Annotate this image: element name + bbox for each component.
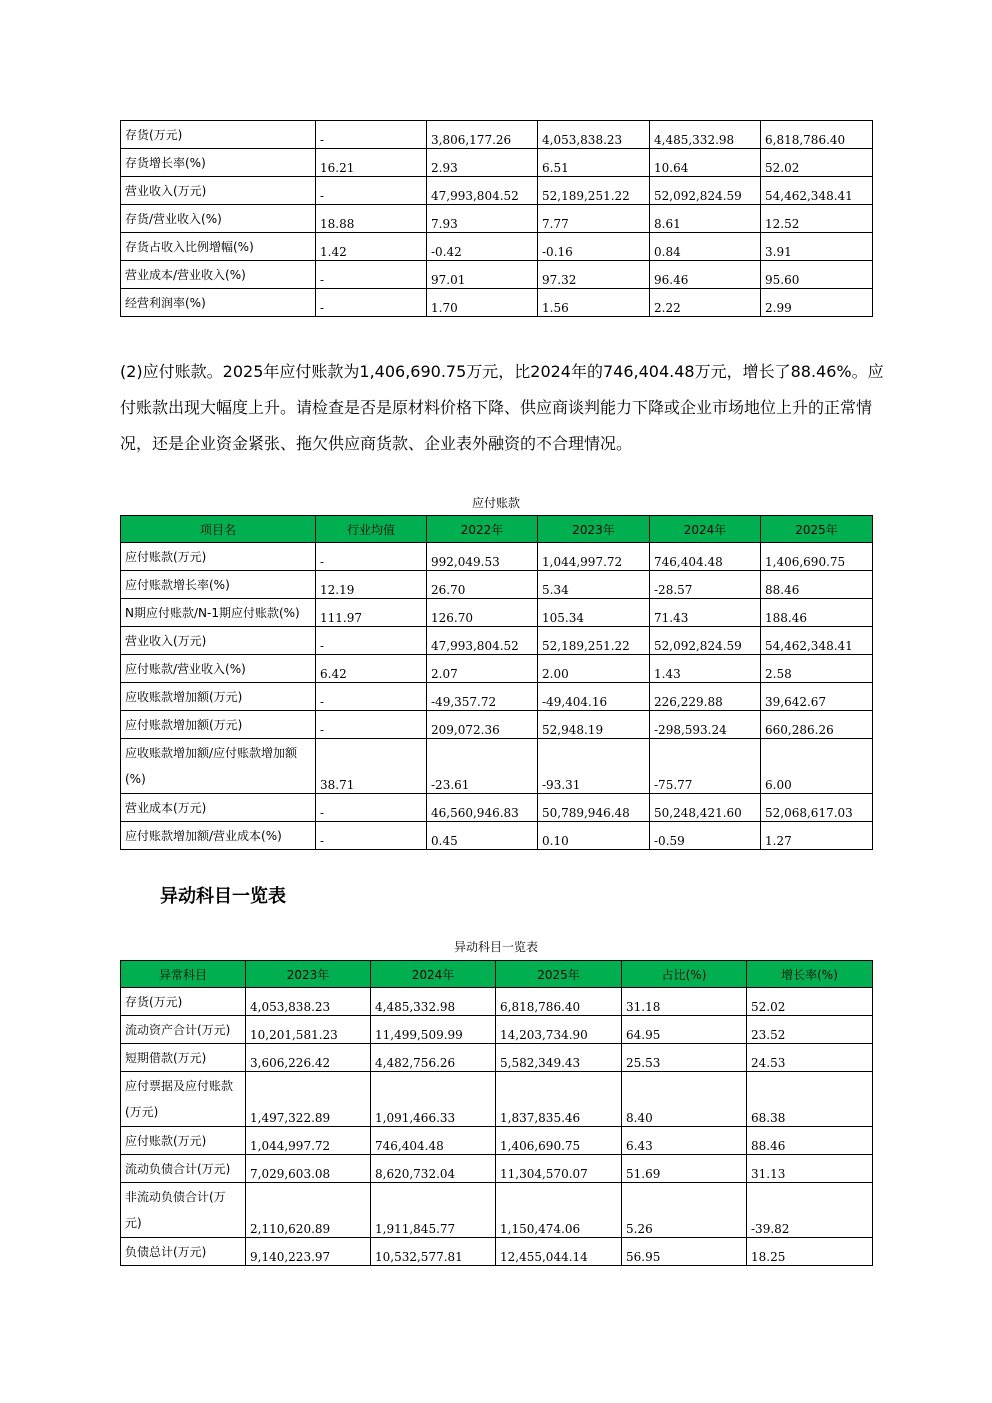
row-label: 非流动负债合计(万元) <box>121 1183 246 1238</box>
table-cell: 25.53 <box>622 1044 747 1072</box>
row-label: 流动负债合计(万元) <box>121 1155 246 1183</box>
table-cell: 12,455,044.14 <box>496 1238 622 1266</box>
table-cell: 6.42 <box>316 655 427 683</box>
row-label: 存货/营业收入(%) <box>121 205 316 233</box>
table-cell: 2.99 <box>761 289 873 317</box>
table-cell: 4,053,838.23 <box>538 121 650 149</box>
row-label: 应付账款(万元) <box>121 1127 246 1155</box>
table-row <box>121 1127 873 1155</box>
row-label: 营业成本/营业收入(%) <box>121 261 316 289</box>
table-row <box>121 121 873 149</box>
table-cell: -0.42 <box>427 233 538 261</box>
row-label: 应收账款增加额(万元) <box>121 683 316 711</box>
table-cell: 746,404.48 <box>650 543 761 571</box>
table-cell: 4,485,332.98 <box>371 988 496 1016</box>
inventory-table <box>120 120 873 317</box>
row-label: 应付账款增加额(万元) <box>121 711 316 739</box>
table-cell: - <box>316 289 427 317</box>
table-cell: 96.46 <box>650 261 761 289</box>
table-row <box>121 794 873 822</box>
table-cell: -0.59 <box>650 822 761 850</box>
table-cell: 1,911,845.77 <box>371 1183 496 1238</box>
table-cell: 746,404.48 <box>371 1127 496 1155</box>
table-cell: 1,091,466.33 <box>371 1072 496 1127</box>
table-cell: 31.18 <box>622 988 747 1016</box>
table-cell: 52.02 <box>761 149 873 177</box>
table-cell: 1.42 <box>316 233 427 261</box>
table-cell: -39.82 <box>747 1183 873 1238</box>
table-cell: - <box>316 711 427 739</box>
table-cell: 1.43 <box>650 655 761 683</box>
table-row <box>121 205 873 233</box>
table-cell: 0.84 <box>650 233 761 261</box>
table-row <box>121 233 873 261</box>
table-cell: 52.02 <box>747 988 873 1016</box>
column-header: 增长率(%) <box>747 961 873 988</box>
table-cell: 52,948.19 <box>538 711 650 739</box>
table-cell: - <box>316 822 427 850</box>
table-cell: 209,072.36 <box>427 711 538 739</box>
table-cell: 992,049.53 <box>427 543 538 571</box>
table-cell: 1,406,690.75 <box>496 1127 622 1155</box>
table-cell: - <box>316 543 427 571</box>
row-label: 存货增长率(%) <box>121 149 316 177</box>
table-cell: 39,642.67 <box>761 683 873 711</box>
table-row <box>121 149 873 177</box>
table-row <box>121 289 873 317</box>
table-cell: 47,993,804.52 <box>427 177 538 205</box>
table-row <box>121 261 873 289</box>
table-cell: 1,150,474.06 <box>496 1183 622 1238</box>
table-cell: 97.01 <box>427 261 538 289</box>
table-cell: 0.45 <box>427 822 538 850</box>
table-cell: -298,593.24 <box>650 711 761 739</box>
table-cell: 56.95 <box>622 1238 747 1266</box>
table-row <box>121 655 873 683</box>
table-cell: 111.97 <box>316 599 427 627</box>
row-label: 负债总计(万元) <box>121 1238 246 1266</box>
table-cell: 26.70 <box>427 571 538 599</box>
column-header: 2024年 <box>371 961 496 988</box>
table-cell: - <box>316 627 427 655</box>
table-row <box>121 599 873 627</box>
table-cell: 8,620,732.04 <box>371 1155 496 1183</box>
table-cell: -28.57 <box>650 571 761 599</box>
table-cell: 10,201,581.23 <box>246 1016 371 1044</box>
row-label: 应收账款增加额/应付账款增加额(%) <box>121 739 316 794</box>
column-header: 2025年 <box>761 516 873 543</box>
table-cell: 3,806,177.26 <box>427 121 538 149</box>
table-cell: 38.71 <box>316 739 427 794</box>
table-cell: 1,406,690.75 <box>761 543 873 571</box>
table-cell: 24.53 <box>747 1044 873 1072</box>
column-header: 2023年 <box>538 516 650 543</box>
table-cell: 50,789,946.48 <box>538 794 650 822</box>
table-cell: 7,029,603.08 <box>246 1155 371 1183</box>
table-cell: 97.32 <box>538 261 650 289</box>
table-cell: 8.40 <box>622 1072 747 1127</box>
table-cell: 1.27 <box>761 822 873 850</box>
table-row <box>121 543 873 571</box>
section-heading: 异动科目一览表 <box>160 886 286 907</box>
table-cell: 1.70 <box>427 289 538 317</box>
table-cell: 9,140,223.97 <box>246 1238 371 1266</box>
table-cell: 52,092,824.59 <box>650 627 761 655</box>
table-row <box>121 1238 873 1266</box>
table-cell: 5.34 <box>538 571 650 599</box>
table-cell: 7.93 <box>427 205 538 233</box>
column-header: 2022年 <box>427 516 538 543</box>
column-header: 项目名 <box>121 516 316 543</box>
table-cell: 1,044,997.72 <box>246 1127 371 1155</box>
table-row <box>121 739 873 794</box>
table-cell: 2.58 <box>761 655 873 683</box>
table-row <box>121 1044 873 1072</box>
table-row <box>121 177 873 205</box>
row-label: 存货(万元) <box>121 988 246 1016</box>
table-cell: 4,485,332.98 <box>650 121 761 149</box>
table-cell: 88.46 <box>761 571 873 599</box>
table-cell: 52,189,251.22 <box>538 177 650 205</box>
table-cell: -93.31 <box>538 739 650 794</box>
table-cell: 4,053,838.23 <box>246 988 371 1016</box>
table-cell: 0.10 <box>538 822 650 850</box>
table-cell: 3,606,226.42 <box>246 1044 371 1072</box>
row-label: 营业成本(万元) <box>121 794 316 822</box>
column-header: 2025年 <box>496 961 622 988</box>
column-header: 占比(%) <box>622 961 747 988</box>
payables-analysis-paragraph: (2)应付账款。2025年应付账款为1,406,690.75万元，比2024年的746,404.48万元，增长了88.46%。应付账款出现大幅度上升。请检查是否是原材料价格下降、供应商谈判能力下降或企业市场地位上升的正常情况，还是企业资金紧张、拖欠供应商货款、企业表外融资的不合理情况。 <box>120 362 884 453</box>
table-cell: 95.60 <box>761 261 873 289</box>
table-row <box>121 988 873 1016</box>
table-cell: 1,044,997.72 <box>538 543 650 571</box>
row-label: 应付账款增长率(%) <box>121 571 316 599</box>
row-label: 营业收入(万元) <box>121 627 316 655</box>
table-cell: 6,818,786.40 <box>496 988 622 1016</box>
table-cell: 188.46 <box>761 599 873 627</box>
table-cell: 1.56 <box>538 289 650 317</box>
table-cell: - <box>316 177 427 205</box>
table-cell: 2,110,620.89 <box>246 1183 371 1238</box>
table-row <box>121 1155 873 1183</box>
table-cell: 50,248,421.60 <box>650 794 761 822</box>
table-cell: 31.13 <box>747 1155 873 1183</box>
table-cell: 3.91 <box>761 233 873 261</box>
row-label: 营业收入(万元) <box>121 177 316 205</box>
row-label: 应付账款/营业收入(%) <box>121 655 316 683</box>
table-cell: 105.34 <box>538 599 650 627</box>
table-cell: - <box>316 794 427 822</box>
table-cell: 660,286.26 <box>761 711 873 739</box>
row-label: 应付账款增加额/营业成本(%) <box>121 822 316 850</box>
table-cell: -0.16 <box>538 233 650 261</box>
table-cell: 71.43 <box>650 599 761 627</box>
table-cell: 54,462,348.41 <box>761 627 873 655</box>
table-row <box>121 571 873 599</box>
table-row <box>121 627 873 655</box>
table-row <box>121 1016 873 1044</box>
table-cell: 18.88 <box>316 205 427 233</box>
row-label: 存货(万元) <box>121 121 316 149</box>
table-row <box>121 683 873 711</box>
table-cell: - <box>316 121 427 149</box>
table-cell: 2.00 <box>538 655 650 683</box>
table-cell: -49,404.16 <box>538 683 650 711</box>
table-row <box>121 1183 873 1238</box>
table-cell: 14,203,734.90 <box>496 1016 622 1044</box>
row-label: 应付账款(万元) <box>121 543 316 571</box>
table-cell: 88.46 <box>747 1127 873 1155</box>
table-cell: 7.77 <box>538 205 650 233</box>
table-cell: 46,560,946.83 <box>427 794 538 822</box>
table-cell: 52,189,251.22 <box>538 627 650 655</box>
table-cell: 2.93 <box>427 149 538 177</box>
table-cell: 8.61 <box>650 205 761 233</box>
table-cell: - <box>316 683 427 711</box>
table-cell: 52,092,824.59 <box>650 177 761 205</box>
table-cell: - <box>316 261 427 289</box>
table-cell: 126.70 <box>427 599 538 627</box>
column-header: 行业均值 <box>316 516 427 543</box>
table-cell: 226,229.88 <box>650 683 761 711</box>
row-label: 短期借款(万元) <box>121 1044 246 1072</box>
row-label: 经营利润率(%) <box>121 289 316 317</box>
row-label: 流动资产合计(万元) <box>121 1016 246 1044</box>
table-cell: 6.43 <box>622 1127 747 1155</box>
anomaly-table <box>120 960 873 1266</box>
table-cell: 5,582,349.43 <box>496 1044 622 1072</box>
table-cell: -75.77 <box>650 739 761 794</box>
table-cell: 12.52 <box>761 205 873 233</box>
table-cell: 2.22 <box>650 289 761 317</box>
table-cell: 51.69 <box>622 1155 747 1183</box>
column-header: 异常科目 <box>121 961 246 988</box>
row-label: 存货占收入比例增幅(%) <box>121 233 316 261</box>
row-label: 应付票据及应付账款(万元) <box>121 1072 246 1127</box>
table-row <box>121 711 873 739</box>
table-cell: 6.00 <box>761 739 873 794</box>
table-cell: -23.61 <box>427 739 538 794</box>
table-cell: 5.26 <box>622 1183 747 1238</box>
column-header: 2024年 <box>650 516 761 543</box>
table-cell: 2.07 <box>427 655 538 683</box>
table-cell: 64.95 <box>622 1016 747 1044</box>
table-cell: 1,497,322.89 <box>246 1072 371 1127</box>
payables-table-caption: 应付账款 <box>471 496 520 510</box>
table-cell: 6.51 <box>538 149 650 177</box>
payables-table <box>120 515 873 850</box>
column-header: 2023年 <box>246 961 371 988</box>
table-cell: 10.64 <box>650 149 761 177</box>
table-cell: 10,532,577.81 <box>371 1238 496 1266</box>
table-cell: 16.21 <box>316 149 427 177</box>
table-cell: 23.52 <box>747 1016 873 1044</box>
table-cell: 68.38 <box>747 1072 873 1127</box>
table-cell: 6,818,786.40 <box>761 121 873 149</box>
row-label: N期应付账款/N-1期应付账款(%) <box>121 599 316 627</box>
table-cell: -49,357.72 <box>427 683 538 711</box>
table-row <box>121 822 873 850</box>
table-cell: 11,304,570.07 <box>496 1155 622 1183</box>
table-cell: 52,068,617.03 <box>761 794 873 822</box>
table-cell: 12.19 <box>316 571 427 599</box>
table-cell: 54,462,348.41 <box>761 177 873 205</box>
table-cell: 18.25 <box>747 1238 873 1266</box>
table-cell: 47,993,804.52 <box>427 627 538 655</box>
anomaly-table-caption: 异动科目一览表 <box>453 940 538 954</box>
table-row <box>121 1072 873 1127</box>
table-cell: 4,482,756.26 <box>371 1044 496 1072</box>
table-cell: 1,837,835.46 <box>496 1072 622 1127</box>
table-cell: 11,499,509.99 <box>371 1016 496 1044</box>
